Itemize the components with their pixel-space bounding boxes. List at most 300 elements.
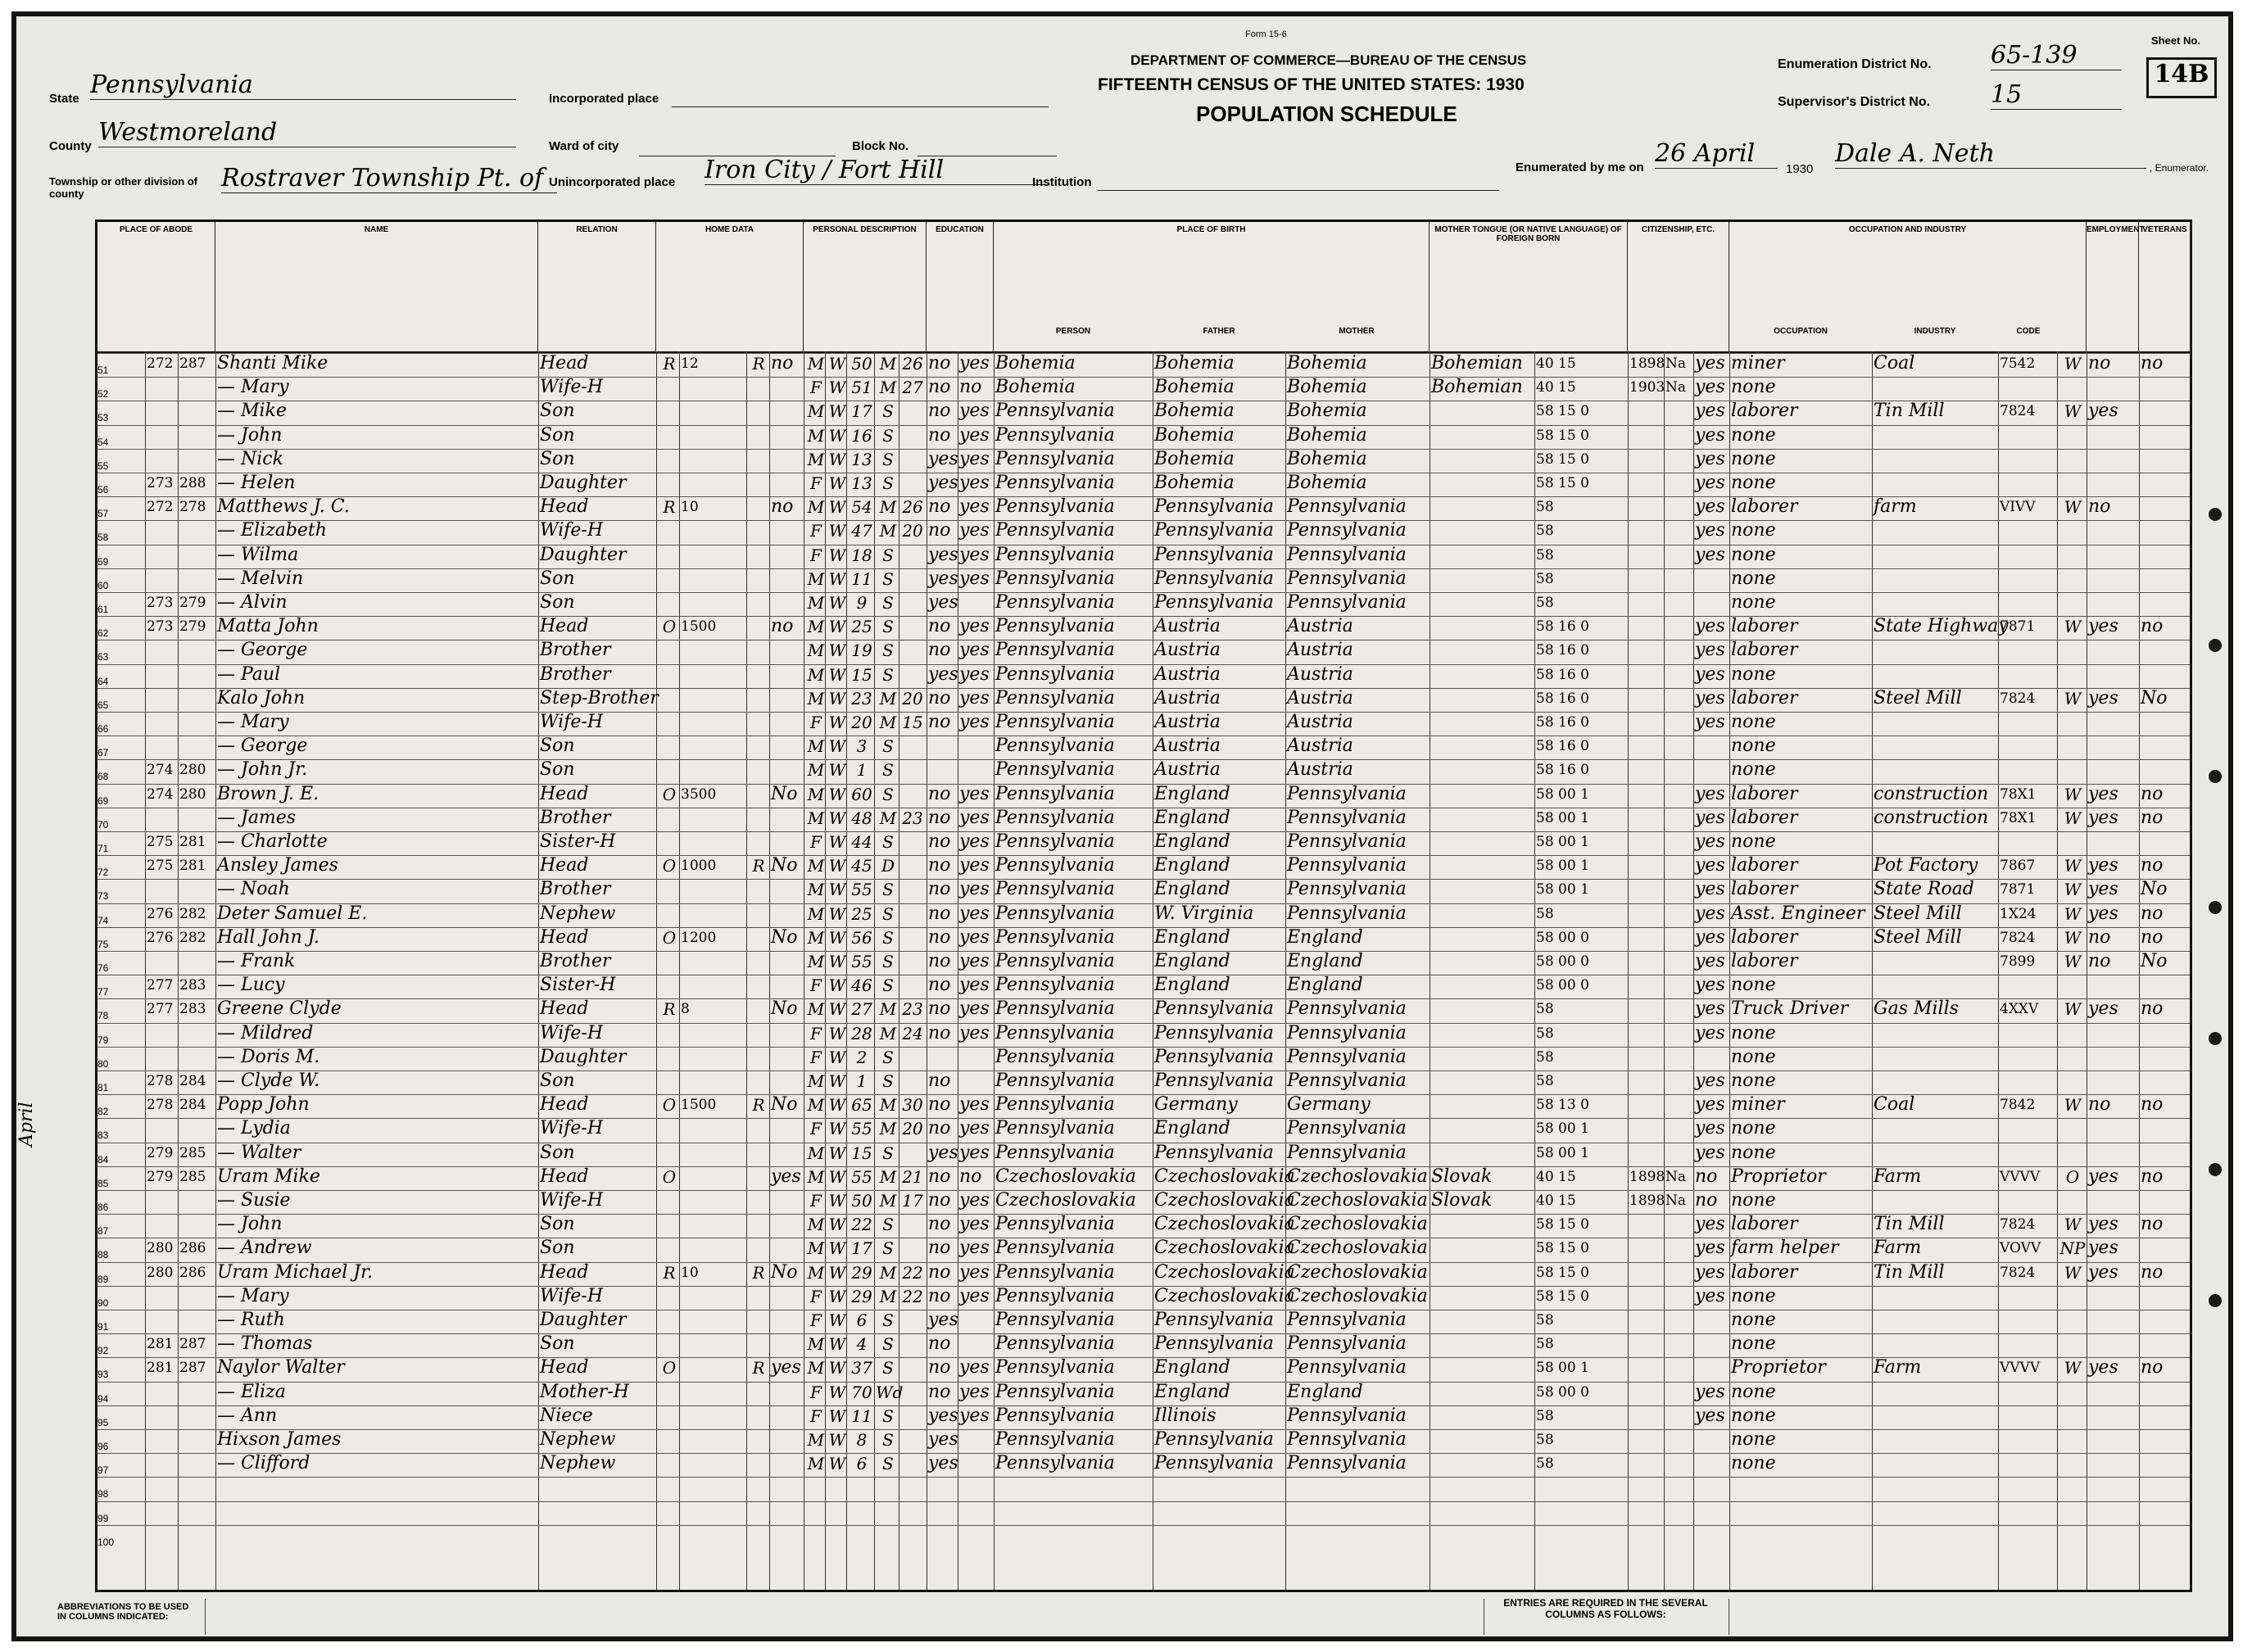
cell-fpob: England: [1154, 807, 1230, 828]
cell-read: yes: [959, 448, 990, 469]
cell-dw: 281: [147, 1336, 174, 1353]
cell-occ: laborer: [1731, 926, 1798, 948]
cell-pob: Pennsylvania: [995, 1238, 1115, 1259]
cell-race: W: [828, 1334, 846, 1355]
cell-sch: yes: [928, 592, 958, 613]
cell-mar: S: [882, 1334, 894, 1355]
cell-code: 58: [1536, 595, 1554, 611]
cell-code: 58 15 0: [1536, 427, 1589, 444]
cell-fpob: Pennsylvania: [1154, 568, 1274, 589]
cell-code: 58 16 0: [1536, 738, 1589, 755]
cell-read: yes: [959, 1022, 990, 1043]
cell-name: — Eliza: [217, 1381, 286, 1402]
cell-pob: Pennsylvania: [995, 1022, 1115, 1043]
cell-mar: M: [879, 1262, 897, 1283]
census-row: [97, 1453, 2190, 1477]
cell-pob: Pennsylvania: [995, 712, 1115, 732]
cell-race: W: [828, 784, 846, 804]
row-rule: [97, 1405, 2190, 1406]
census-row: [97, 1525, 2190, 1546]
cell-sch: yes: [928, 568, 958, 589]
census-row: [97, 712, 2190, 733]
cell-name: — Doris M.: [217, 1046, 320, 1067]
cell-mar: S: [882, 449, 894, 469]
cell-age: 1: [856, 760, 868, 781]
cell-age: 25: [851, 617, 872, 637]
cell-line: 75: [97, 938, 109, 950]
cell-line: 90: [97, 1297, 109, 1309]
township-label: Township or other division of county: [49, 175, 198, 200]
cell-code: 58: [1536, 1025, 1554, 1042]
census-row: [97, 1143, 2190, 1164]
cell-fpob: Pennsylvania: [1154, 1022, 1274, 1043]
cell-mpob: Bohemia: [1287, 353, 1367, 373]
cell-age: 6: [856, 1310, 868, 1330]
census-row: [97, 1190, 2190, 1211]
incorporated-value: [672, 95, 1049, 107]
cell-line: 56: [97, 484, 109, 496]
cell-dw: 273: [147, 595, 174, 611]
cell-mar: S: [882, 640, 894, 661]
cell-mar: S: [882, 760, 894, 781]
cell-rel: Head: [540, 1094, 589, 1116]
cell-sch: no: [928, 807, 951, 828]
cell-rel: Niece: [540, 1405, 593, 1426]
cell-line: 55: [97, 459, 109, 472]
cell-pob: Bohemia: [995, 377, 1076, 398]
cell-fpob: England: [1154, 951, 1230, 971]
cell-sex: M: [807, 1215, 825, 1235]
cell-agm: 27: [902, 378, 923, 398]
cell-sex: M: [807, 354, 825, 373]
cell-rel: Son: [540, 568, 575, 589]
cell-mar: S: [882, 473, 894, 493]
cell-line: 52: [97, 388, 109, 401]
cell-read: yes: [959, 855, 990, 876]
cell-fpob: Bohemia: [1154, 377, 1235, 398]
cell-emp: yes: [2088, 401, 2118, 422]
cell-rel: Nephew: [540, 1429, 616, 1450]
cell-code: 58: [1536, 1407, 1554, 1424]
cell-line: 67: [97, 747, 109, 759]
cell-read: yes: [959, 1405, 990, 1426]
cell-nat: Na: [1665, 1193, 1687, 1209]
cell-mar: S: [882, 1405, 894, 1426]
cell-sex: M: [807, 1095, 825, 1116]
cell-eng: yes: [1695, 1094, 1725, 1116]
census-row: [97, 808, 2190, 829]
form-number: Form 15-6: [1245, 29, 1287, 39]
occupation-subheader: OCCUPATION: [1774, 327, 1828, 336]
cell-mpob: Pennsylvania: [1287, 783, 1407, 804]
cell-name: — Alvin: [217, 592, 288, 613]
cell-read: yes: [959, 1094, 990, 1116]
cell-cls: W: [2064, 784, 2082, 804]
cell-occ: none: [1731, 1381, 1776, 1402]
cell-race: W: [828, 401, 846, 422]
cell-name: — Melvin: [217, 568, 304, 589]
cell-name: Kalo John: [217, 687, 306, 708]
cell-fpob: Czechoslovakia: [1154, 1214, 1295, 1235]
cell-line: 97: [97, 1464, 109, 1477]
cell-name: — Noah: [217, 879, 290, 900]
cell-pob: Pennsylvania: [995, 1357, 1115, 1378]
mother-subheader: MOTHER: [1339, 327, 1375, 336]
cell-vet: no: [2141, 1094, 2164, 1116]
cell-sch: no: [928, 975, 951, 996]
cell-sch: yes: [928, 663, 958, 685]
census-row: [97, 401, 2190, 422]
cell-fpob: Czechoslovakia: [1154, 1285, 1295, 1306]
cell-eng: yes: [1695, 520, 1725, 541]
cell-name: Uram Mike: [217, 1165, 320, 1187]
cell-cls: W: [2064, 808, 2082, 828]
cell-fpob: England: [1154, 831, 1230, 852]
cell-name: — Lucy: [217, 975, 285, 996]
cell-race: W: [828, 1215, 846, 1235]
cell-dw: 280: [147, 1240, 174, 1257]
cell-val: 10: [681, 499, 699, 516]
row-rule: [97, 377, 2190, 378]
census-row: [97, 998, 2190, 1020]
cell-name: — George: [217, 640, 308, 661]
cell-fpob: Illinois: [1154, 1405, 1217, 1426]
cell-mar: S: [882, 568, 894, 589]
cell-sex: F: [810, 1047, 822, 1067]
cell-sex: M: [807, 856, 825, 876]
census-row: [97, 735, 2190, 757]
census-row: [97, 545, 2190, 566]
cell-fam: 283: [179, 1001, 206, 1018]
cell-mpob: Pennsylvania: [1287, 1142, 1407, 1163]
cell-occ: Asst. Engineer: [1731, 903, 1865, 924]
cell-fam: 288: [179, 475, 206, 491]
cell-age: 22: [851, 1215, 872, 1235]
cell-cls: NP: [2059, 1238, 2086, 1259]
cell-nat: Na: [1665, 379, 1687, 396]
cell-rel: Son: [540, 1142, 575, 1163]
cell-agm: 20: [902, 1119, 923, 1139]
cell-read: yes: [959, 401, 990, 422]
cell-eng: no: [1695, 1190, 1718, 1211]
census-row: [97, 616, 2190, 640]
cell-race: W: [828, 808, 846, 828]
cell-sex: F: [810, 545, 822, 565]
cell-sex: M: [807, 1262, 825, 1283]
cell-age: 3: [856, 736, 868, 757]
employment-header: EMPLOYMENT: [2087, 222, 2139, 351]
cell-eng: yes: [1695, 1214, 1725, 1235]
census-row: [97, 688, 2190, 709]
cell-code: 58: [1536, 499, 1554, 516]
cell-emp: no: [2088, 951, 2111, 971]
row-rule: [97, 951, 2190, 952]
cell-mpob: Bohemia: [1287, 448, 1367, 469]
cell-age: 20: [851, 713, 872, 732]
cell-fpob: W. Virginia: [1154, 903, 1254, 924]
cell-dw: 279: [147, 1168, 174, 1185]
cell-age: 8: [856, 1430, 868, 1450]
cell-name: — Susie: [217, 1190, 291, 1211]
cell-name: Brown J. E.: [217, 783, 319, 804]
cell-age: 15: [851, 1143, 872, 1163]
cell-mar: S: [882, 832, 894, 852]
cell-cls: W: [2064, 952, 2082, 971]
cell-eng: yes: [1695, 831, 1725, 852]
cell-sex: M: [807, 952, 825, 971]
cell-race: W: [828, 1023, 846, 1043]
cell-occ: laborer: [1731, 616, 1798, 637]
cell-fpob: Austria: [1154, 687, 1221, 708]
cell-cls: W: [2064, 497, 2082, 518]
cell-line: 96: [97, 1441, 109, 1452]
cell-sex: M: [807, 1071, 825, 1091]
cell-code: 58 00 1: [1536, 785, 1589, 803]
cell-name: — George: [217, 735, 308, 757]
cell-pob: Pennsylvania: [995, 1142, 1115, 1163]
cell-fam: 279: [179, 595, 206, 611]
cell-dw: 274: [147, 762, 174, 779]
cell-eng: no: [1695, 1165, 1718, 1187]
cell-age: 18: [851, 545, 872, 565]
binder-hole: [2209, 639, 2222, 652]
enumerated-label: Enumerated by me on: [1516, 161, 1644, 174]
cell-line: 65: [97, 699, 109, 711]
cell-race: W: [828, 736, 846, 757]
cell-age: 16: [851, 425, 872, 446]
cell-eng: yes: [1695, 687, 1725, 708]
cell-oc: VVVV: [2000, 1360, 2041, 1377]
cell-pob: Pennsylvania: [995, 1429, 1115, 1450]
cell-code: 58 00 1: [1536, 1144, 1589, 1161]
cell-race: W: [828, 640, 846, 661]
cell-mpob: Pennsylvania: [1287, 1046, 1407, 1067]
unincorporated-value: Iron City / Fort Hill: [705, 156, 1049, 185]
census-row: [97, 353, 2190, 374]
census-row: [97, 640, 2190, 661]
cell-dw: 275: [147, 858, 174, 875]
cell-cls: W: [2064, 1215, 2082, 1235]
row-rule: [97, 425, 2190, 426]
cell-rel: Brother: [540, 879, 611, 900]
cell-fpob: England: [1154, 975, 1230, 996]
cell-vet: no: [2141, 783, 2164, 804]
cell-age: 55: [851, 1166, 872, 1187]
schedule-title: POPULATION SCHEDULE: [1196, 102, 1457, 126]
industry-subheader: INDUSTRY: [1914, 327, 1956, 336]
cell-line: 94: [97, 1392, 109, 1405]
cell-line: 84: [97, 1153, 109, 1165]
cell-emp: yes: [2088, 783, 2118, 804]
cell-race: W: [828, 1262, 846, 1283]
cell-eng: yes: [1695, 975, 1725, 996]
cell-sex: M: [807, 808, 825, 828]
cell-occ: none: [1731, 448, 1776, 469]
cell-code: 58 00 1: [1536, 858, 1589, 875]
cell-pob: Pennsylvania: [995, 616, 1115, 637]
cell-age: 60: [851, 784, 872, 804]
cell-fpob: Pennsylvania: [1154, 1429, 1274, 1450]
census-row: [97, 1429, 2190, 1451]
cell-line: 88: [97, 1249, 109, 1261]
cell-cls: W: [2064, 999, 2082, 1020]
cell-fam: 281: [179, 834, 206, 850]
cell-mar: S: [882, 1430, 894, 1450]
cell-mpob: Pennsylvania: [1287, 1357, 1407, 1378]
cell-home: R: [663, 497, 676, 518]
cell-mpob: Pennsylvania: [1287, 855, 1407, 876]
cell-farm: no: [771, 616, 794, 637]
census-row: [97, 903, 2190, 925]
cell-race: W: [828, 568, 846, 589]
cell-sex: M: [807, 999, 825, 1020]
cell-farm: yes: [771, 1165, 801, 1187]
cell-occ: laborer: [1731, 687, 1798, 708]
cell-val: 1200: [681, 929, 717, 946]
census-row: [97, 1214, 2190, 1238]
cell-fpob: Czechoslovakia: [1154, 1190, 1295, 1211]
cell-eng: yes: [1695, 1070, 1725, 1091]
cell-sch: yes: [928, 1142, 958, 1163]
cell-sex: M: [807, 880, 825, 900]
cell-race: W: [828, 545, 846, 565]
cell-mar: M: [879, 1166, 897, 1187]
cell-occ: laborer: [1731, 640, 1798, 661]
cell-mar: S: [882, 1047, 894, 1067]
cell-home: R: [663, 1262, 676, 1283]
cell-fpob: Pennsylvania: [1154, 1142, 1274, 1163]
cell-name: — John: [217, 424, 283, 446]
cell-farm: No: [771, 926, 798, 948]
cell-age: 2: [856, 1047, 868, 1067]
cell-nat: Na: [1665, 355, 1687, 372]
cell-sex: M: [807, 903, 825, 924]
cell-dw: 278: [147, 1073, 174, 1089]
cell-vet: no: [2141, 903, 2164, 924]
cell-vet: no: [2141, 1165, 2164, 1187]
cell-mpob: Bohemia: [1287, 424, 1367, 446]
cell-cls: W: [2064, 688, 2082, 708]
code-subheader: CODE: [2016, 327, 2041, 336]
cell-occ: none: [1731, 1070, 1776, 1091]
cell-sch: no: [928, 951, 951, 971]
cell-pob: Pennsylvania: [995, 926, 1115, 948]
citizenship-header: CITIZENSHIP, ETC.: [1628, 222, 1729, 351]
census-row: [97, 1357, 2190, 1381]
cell-read: yes: [959, 1238, 990, 1259]
cell-mar: M: [879, 1095, 897, 1116]
cell-line: 93: [97, 1369, 109, 1381]
cell-pob: Pennsylvania: [995, 1046, 1115, 1067]
cell-sex: F: [810, 473, 822, 493]
cell-code: 58 15 0: [1536, 1216, 1589, 1233]
cell-sex: M: [807, 449, 825, 469]
census-row: [97, 1166, 2190, 1188]
census-row: [97, 1286, 2190, 1307]
cell-rel: Wife-H: [540, 377, 604, 398]
cell-age: 11: [851, 568, 872, 589]
incorporated-label: Incorporated place: [549, 92, 659, 106]
cell-ind: Pot Factory: [1874, 855, 1978, 876]
row-rule: [97, 568, 2190, 569]
cell-farm: no: [771, 353, 794, 373]
cell-eng: yes: [1695, 855, 1725, 876]
cell-home: O: [662, 1166, 677, 1187]
cell-oc: 7871: [2000, 618, 2036, 636]
cell-eng: yes: [1695, 1405, 1725, 1426]
cell-fpob: Bohemia: [1154, 448, 1235, 469]
cell-eng: yes: [1695, 903, 1725, 924]
cell-eng: yes: [1695, 640, 1725, 661]
census-title: FIFTEENTH CENSUS OF THE UNITED STATES: 1930: [1098, 75, 1525, 94]
cell-tongue: Bohemian: [1431, 377, 1523, 398]
cell-read: yes: [959, 473, 990, 493]
cell-home: O: [662, 784, 677, 804]
cell-mpob: Austria: [1287, 712, 1353, 732]
cell-mar: M: [879, 497, 897, 518]
cell-eng: yes: [1695, 951, 1725, 971]
cell-cls: W: [2064, 401, 2082, 422]
cell-eng: yes: [1695, 616, 1725, 637]
census-row: [97, 1501, 2190, 1523]
cell-occ: Proprietor: [1731, 1165, 1826, 1187]
cell-fpob: Pennsylvania: [1154, 1310, 1274, 1330]
cell-age: 13: [851, 473, 872, 493]
cell-read: yes: [959, 544, 990, 565]
row-rule: [97, 664, 2190, 665]
cell-pob: Pennsylvania: [995, 1405, 1115, 1426]
cell-read: no: [959, 377, 982, 398]
cell-mar: S: [882, 1071, 894, 1091]
cell-read: yes: [959, 1214, 990, 1235]
cell-rel: Daughter: [540, 544, 627, 565]
cell-fam: 287: [179, 1360, 206, 1377]
cell-farm: No: [771, 1261, 798, 1283]
cell-race: W: [828, 1119, 846, 1139]
cell-code: 58 16 0: [1536, 690, 1589, 707]
row-rule: [97, 496, 2190, 497]
cell-code: 58 15 0: [1536, 403, 1589, 420]
cell-sex: M: [807, 1334, 825, 1355]
cell-rel: Head: [540, 496, 589, 518]
footer-rule: [205, 1599, 1484, 1635]
cell-occ: none: [1731, 1022, 1776, 1043]
cell-mpob: Pennsylvania: [1287, 903, 1407, 924]
mother-tongue-header: MOTHER TONGUE (OR NATIVE LANGUAGE) OF FOREIGN BORN: [1430, 222, 1628, 351]
cell-sex: F: [810, 1405, 822, 1426]
cell-cls: W: [2064, 617, 2082, 637]
cell-rel: Sister-H: [540, 831, 616, 852]
cell-read: yes: [959, 1118, 990, 1139]
cell-rel: Son: [540, 424, 575, 446]
cell-occ: laborer: [1731, 1261, 1798, 1283]
cell-read: yes: [959, 640, 990, 661]
cell-occ: none: [1731, 520, 1776, 541]
cell-code: 58 00 1: [1536, 1120, 1589, 1138]
cell-vet: no: [2141, 926, 2164, 948]
cell-mar: M: [879, 354, 897, 373]
sheet-label: Sheet No.: [2151, 34, 2200, 47]
cell-race: W: [828, 473, 846, 493]
cell-sch: no: [928, 1190, 951, 1211]
cell-dw: 272: [147, 499, 174, 516]
cell-rel: Son: [540, 759, 575, 781]
cell-code: 40 15: [1536, 1193, 1576, 1209]
cell-cls: W: [2064, 1262, 2082, 1283]
cell-fpob: Czechoslovakia: [1154, 1165, 1295, 1187]
cell-sch: no: [928, 640, 951, 661]
cell-code: 58 15 0: [1536, 1288, 1589, 1305]
